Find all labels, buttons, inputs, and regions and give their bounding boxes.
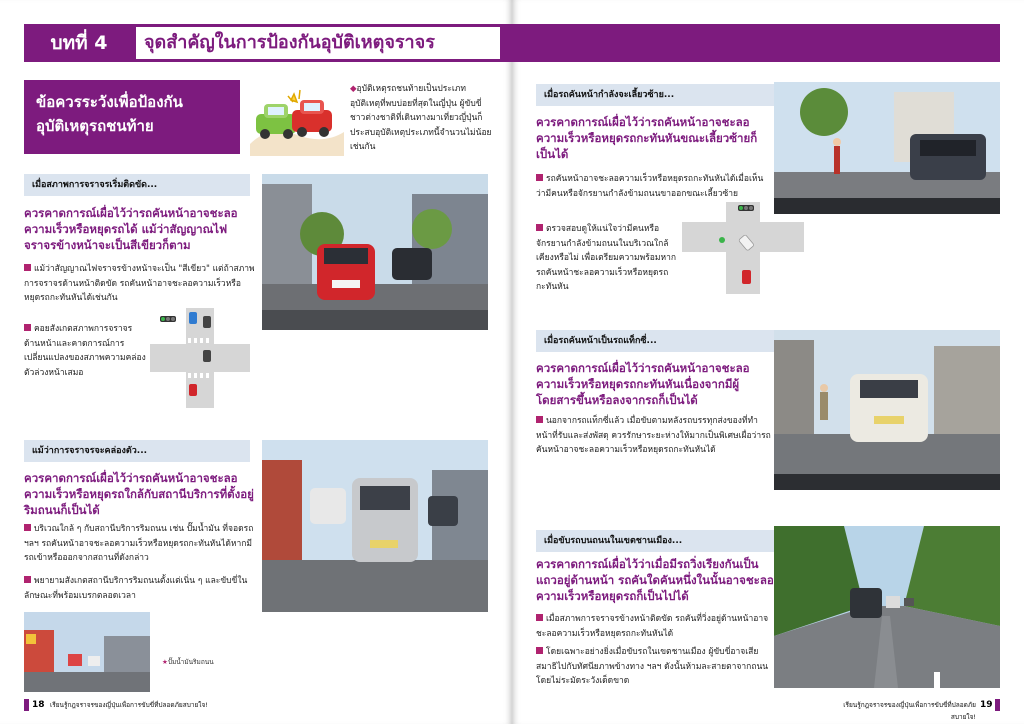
bullet-left-turn-2 bbox=[536, 222, 676, 295]
section-title: ข้อควรระวังเพื่อป้องกันอุบัติเหตุรถชนท้าย bbox=[24, 80, 240, 154]
bullet-square-icon bbox=[24, 324, 31, 331]
bullet-text: พยายามสังเกตสถานีบริการริมถนนตั้งแต่เนิ่น ๆ และขับขี่ในลักษณะที่พร้อมเบรกตลอดเวลา bbox=[24, 576, 248, 601]
photo-caption bbox=[162, 657, 214, 667]
chapter-label: บทที่ 4 bbox=[50, 32, 108, 54]
bullet-square-icon bbox=[536, 416, 543, 423]
right-page bbox=[512, 0, 1024, 724]
bullet-suburban-2 bbox=[536, 645, 774, 689]
rear-end-collision-illustration bbox=[250, 84, 344, 156]
bullet-square-icon bbox=[24, 264, 31, 271]
bullet-text: นอกจากรถแท็กซี่แล้ว เมื่อขับตามหลังรถบรรทุกส่งของที่ทำหน้าที่รับและส่งพัสดุ ควรรักษาระยะห่างให้มากเป็นพิเศษเผื่อว่ารถคันหน้าอาจชะลอความเร็วหรือหยุดรถกะทันหันได้ bbox=[536, 416, 771, 455]
intersection-diagram-green-light bbox=[150, 308, 250, 408]
bullet-suburban-1 bbox=[536, 612, 774, 641]
footer-text: เรียนรู้กฎจราจรของญี่ปุ่นเพื่อการขับขี่ที่ปลอดภัยสบายใจ! bbox=[50, 701, 208, 709]
lead-taxi: ควรคาดการณ์เผื่อไว้ว่ารถคันหน้าอาจชะลอความเร็วหรือหยุดรถกะทันหันเนื่องจากมีผู้โดยสารขึ้นหรือลงจากรถก็เป็นได้ bbox=[536, 361, 750, 407]
bullet-text: รถคันหน้าอาจชะลอความเร็วหรือหยุดรถกะทันหันได้เมื่อเห็นว่ามีคนหรือจักรยานกำลังข้ามถนนขาออกขณะเลี้ยวซ้าย bbox=[536, 174, 764, 199]
photo-suburban-road bbox=[774, 526, 1000, 688]
intro-text bbox=[350, 82, 492, 155]
bullet-taxi-1 bbox=[536, 414, 774, 458]
lead-smooth-traffic: ควรคาดการณ์เผื่อไว้ว่ารถคันหน้าอาจชะลอความเร็วหรือหยุดรถใกล้กับสถานีบริการที่ตั้งอยู่ริมถนนก็เป็นได้ bbox=[24, 471, 254, 517]
bullet-traffic-jam-1 bbox=[24, 262, 256, 306]
chapter-bar bbox=[24, 24, 512, 62]
bullet-square-icon bbox=[536, 647, 543, 654]
lead-left-turn: ควรคาดการณ์เผื่อไว้ว่ารถคันหน้าอาจชะลอความเร็วหรือหยุดรถกะทันหันขณะเลี้ยวซ้ายก็เป็นได้ bbox=[536, 115, 758, 161]
photo-cyclist-crossing bbox=[774, 82, 1000, 214]
lead-traffic-jam: ควรคาดการณ์เผื่อไว้ว่ารถคันหน้าอาจชะลอความเร็วหรือหยุดรถได้ แม้ว่าสัญญาณไฟจราจรข้างหน้าจะเป็นสีเขียวก็ตาม bbox=[24, 206, 238, 252]
bullet-text: เมื่อสภาพการจราจรข้างหน้าติดขัด รถคันที่วิ่งอยู่ด้านหน้าอาจชะลอความเร็วหรือหยุดรถกะทันหันได้ bbox=[536, 614, 769, 639]
bullet-square-icon bbox=[536, 224, 543, 231]
photo-roadside-gas-station bbox=[24, 612, 150, 692]
intro-text-body: อุบัติเหตุรถชนท้ายเป็นประเภทอุบัติเหตุที่พบบ่อยที่สุดในญี่ปุ่น ผู้ขับขี่ชาวต่างชาติที่เดินทางมาเที่ยวญี่ปุ่นก็ประสบอุบัติเหตุประเภทนี้จำนวนไม่น้อยเช่นกัน bbox=[350, 84, 492, 152]
chapter-title: จุดสำคัญในการป้องกันอุบัติเหตุจราจร bbox=[136, 27, 500, 59]
left-turn-intersection-diagram bbox=[682, 202, 804, 294]
bullet-text: โดยเฉพาะอย่างยิ่งเมื่อขับรถในเขตชานเมือง ผู้ขับขี่อาจเสียสมาธิไปกับทัศนียภาพข้างทาง ฯลฯ ดังนั้นห้ามละสายตาจากถนนโดยไม่ระมัดระวังเด็ดขาด bbox=[536, 647, 769, 686]
photo-red-car-traffic bbox=[262, 174, 488, 330]
bullet-left-turn-1 bbox=[536, 172, 772, 201]
chapter-bar-continued bbox=[512, 24, 1000, 62]
section-heading-smooth-traffic: แม้ว่าการจราจรจะคล่องตัว... bbox=[24, 440, 250, 462]
caption-text: ปั๊มน้ำมันริมถนน bbox=[167, 658, 214, 666]
bullet-text: คอยสังเกตสภาพการจราจรด้านหน้าและคาดการณ์การเปลี่ยนแปลงของสภาพความคล่องตัวล่วงหน้าเสมอ bbox=[24, 324, 146, 378]
section-heading-suburban: เมื่อขับรถบนถนนในเขตชานเมือง... bbox=[536, 530, 774, 552]
bullet-square-icon bbox=[24, 524, 31, 531]
bullet-smooth-traffic-1 bbox=[24, 522, 258, 566]
footer-accent-bar bbox=[24, 699, 29, 711]
section-heading-traffic-jam: เมื่อสภาพการจราจรเริ่มติดขัด... bbox=[24, 174, 250, 196]
bullet-square-icon bbox=[536, 174, 543, 181]
bullet-square-icon bbox=[24, 576, 31, 583]
section-heading-taxi: เมื่อรถคันหน้าเป็นรถแท็กซี่... bbox=[536, 330, 774, 352]
section-heading-left-turn: เมื่อรถคันหน้ากำลังจะเลี้ยวซ้าย... bbox=[536, 84, 774, 106]
lead-suburban: ควรคาดการณ์เผื่อไว้ว่าเมื่อมีรถวิ่งเรียงกันเป็นแถวอยู่ด้านหน้า รถคันใดคันหนึ่งในนั้นอาจชะลอความเร็วหรือหยุดรถก็เป็นไปได้ bbox=[536, 557, 774, 603]
photo-silver-car-road bbox=[262, 440, 488, 612]
diamond-icon: ◆ bbox=[350, 84, 357, 94]
bullet-text: บริเวณใกล้ ๆ กับสถานีบริการริมถนน เช่น ปั๊มน้ำมัน ที่จอดรถ ฯลฯ รถคันหน้าอาจชะลอความเร็วหรือหยุดรถกะทันหันได้หากมีรถเข้าหรือออกจากสถานที่ดังกล่าว bbox=[24, 524, 254, 563]
bullet-text: แม้ว่าสัญญาณไฟจราจรข้างหน้าจะเป็น "สีเขียว" แต่ถ้าสภาพการจราจรด้านหน้าติดขัด รถคันหน้าอาจชะลอความเร็วหรือหยุดรถกะทันหันได้เช่นกัน bbox=[24, 264, 255, 303]
bullet-smooth-traffic-2 bbox=[24, 574, 258, 603]
footer-text: เรียนรู้กฎจราจรของญี่ปุ่นเพื่อการขับขี่ที่ปลอดภัยสบายใจ! bbox=[843, 701, 976, 721]
page-number: 18 bbox=[32, 700, 45, 710]
bullet-traffic-jam-2 bbox=[24, 322, 146, 380]
bullet-text: ตรวจสอบดูให้แน่ใจว่ามีคนหรือจักรยานกำลังข้ามถนนในบริเวณใกล้เคียงหรือไม่ เพื่อเตรียมความพร้อมหากรถคันหน้าชะลอความเร็วหรือหยุดรถกะทันหัน bbox=[536, 224, 676, 292]
star-icon: ★ bbox=[162, 658, 168, 666]
footer-accent-bar bbox=[995, 699, 1000, 711]
photo-taxi-passenger bbox=[774, 330, 1000, 490]
bullet-square-icon bbox=[536, 614, 543, 621]
page-number: 19 bbox=[980, 700, 993, 710]
